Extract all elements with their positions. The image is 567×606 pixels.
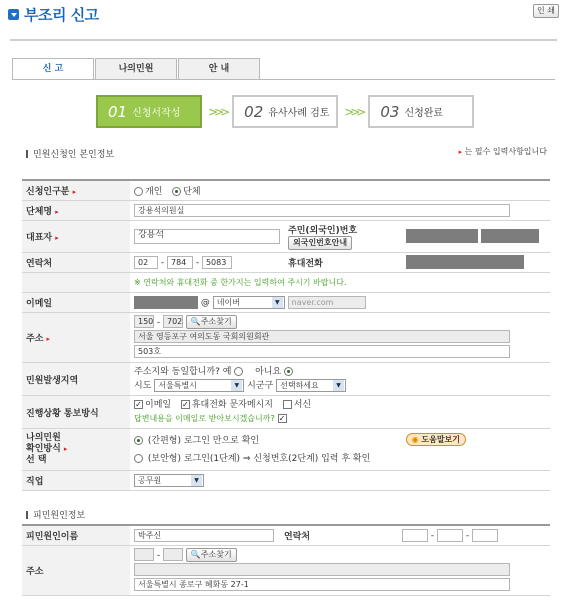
representative-input[interactable]: 강용석 xyxy=(134,229,280,244)
page-title: 부조리 신고 xyxy=(24,5,99,24)
respondent-zip-input-1[interactable] xyxy=(134,548,154,561)
confirm-secure-label: (보안형) 로그인(1단계) ⇒ 신청번호(2단계) 입력 후 확인 xyxy=(147,453,371,464)
phone-input-1[interactable]: 02 xyxy=(134,256,158,269)
step-3-number: 03 xyxy=(380,102,400,121)
representative-label: 대표자 ▸ xyxy=(22,220,130,252)
reply-email-checkbox[interactable]: ✓ xyxy=(278,414,286,423)
address-search-button[interactable] xyxy=(186,315,237,329)
radio-group-label: 단체 xyxy=(183,186,201,197)
group-name-label: 단체명 ▸ xyxy=(22,200,130,220)
resident-id-input-1[interactable] xyxy=(406,229,478,243)
applicant-form: 신청인구분 ▸ 개인 단체 단체명 ▸ 강용석의원실 대표자 ▸ 강용석 주민(외국인)번호 외국인번호안내 연락처 02 - 784 - 5083 휴대전화 ※ 연락처와 휴대전화 중 한가지는 입력하여 주시기 바랍니다. 이메일 @ 네이버 ▼ naver.com 주소 ▸ 150 - 702 🔍주소찾기 서울 영등포구 여의도동 국회의원회관 503호 민원발생지역 주소지와 동일합니까? 예 아니요 시도 서울특별시 ▼ 시군구 선택하세요 ▼ 진행상황 통보방식 ✓ 이메일 ✓ 휴대전화 문자메시지 서신 답변내용을 이메일로 받아보시겠습니까? ✓ 나의민원 확인방식 ▸ 선 택 (간편형) 로그인 만으로 확인 ◉ 도움말보기 (보안형) 로그인(1단계) ⇒ 신청번호(2단계) 입력 후 확인 직업 공무원 ▼ xyxy=(22,179,550,491)
phone-label: 연락처 xyxy=(22,252,130,272)
email-domain-input[interactable]: naver.com xyxy=(288,296,366,309)
print-button[interactable]: 인 쇄 xyxy=(533,4,559,18)
section-bar-icon xyxy=(26,511,28,519)
required-mark-icon: ▸ xyxy=(458,148,463,156)
region-no-label: 아니요 xyxy=(255,367,282,377)
email-domain-select[interactable]: 네이버 ▼ xyxy=(213,296,285,309)
respondent-phone-input-1[interactable] xyxy=(402,529,428,542)
respondent-section-label: 피민원인정보 xyxy=(33,511,86,521)
tab-report[interactable]: 신 고 xyxy=(12,58,94,80)
phone-input-3[interactable]: 5083 xyxy=(202,256,232,269)
group-name-input[interactable]: 강용석의원실 xyxy=(134,204,510,217)
step-arrow-icon: >>> xyxy=(208,104,227,119)
notify-letter-label: 서신 xyxy=(293,400,312,410)
required-note-text: 는 필수 입력사항입니다 xyxy=(464,147,547,156)
address-search-label: 주소찾기 xyxy=(200,316,232,326)
respondent-address-search-label: 주소찾기 xyxy=(200,549,232,559)
region-question: 주소지와 동일합니까? 예 xyxy=(134,367,232,377)
resident-id-input-2[interactable] xyxy=(481,229,539,243)
step-indicator xyxy=(96,95,474,128)
respondent-form: 피민원인이름 박주신 연락처 - - 주소 - 🔍주소찾기 서울특별시 종로구 혜화동 27-1 xyxy=(22,524,550,596)
page-header xyxy=(8,4,99,24)
step-2 xyxy=(232,95,338,128)
respondent-address-line-1[interactable] xyxy=(134,563,510,576)
search-icon: 🔍 xyxy=(190,549,201,559)
tab-my-complaints[interactable]: 나의민원 xyxy=(95,58,177,79)
mobile-label: 휴대전화 xyxy=(284,252,402,272)
title-arrow-icon xyxy=(8,9,19,20)
confirm-method-label: 나의민원 확인방식 ▸ 선 택 xyxy=(22,429,130,471)
respondent-name-input[interactable]: 박주신 xyxy=(134,529,274,542)
step-3 xyxy=(368,95,474,128)
step-1 xyxy=(96,95,202,128)
contact-note: ※ 연락처와 휴대전화 중 한가지는 입력하여 주시기 바랍니다. xyxy=(130,272,550,292)
address-label: 주소 ▸ xyxy=(22,312,130,363)
respondent-name-label: 피민원인이름 xyxy=(22,525,130,545)
resident-id-label: 주민(외국인)번호 외국인번호안내 xyxy=(284,220,402,252)
zip-input-1[interactable]: 150 xyxy=(134,315,154,328)
respondent-phone-label: 연락처 xyxy=(280,525,398,545)
region-label: 민원발생지역 xyxy=(22,363,130,396)
notify-letter-checkbox[interactable] xyxy=(283,400,292,409)
section-bar-icon xyxy=(26,150,28,158)
job-select[interactable]: 공무원 ▼ xyxy=(134,474,204,487)
applicant-type-cell xyxy=(130,180,550,200)
sido-select[interactable]: 서울특별시 ▼ xyxy=(154,379,244,392)
respondent-address-search-button[interactable] xyxy=(186,548,237,562)
radio-individual[interactable] xyxy=(134,187,143,196)
address-line-1[interactable]: 서울 영등포구 여의도동 국회의원회관 xyxy=(134,330,510,343)
zip-input-2[interactable]: 702 xyxy=(163,315,183,328)
applicant-section-title xyxy=(26,147,114,160)
email-at-sign: @ xyxy=(200,297,210,308)
respondent-section-title xyxy=(26,508,85,521)
radio-group[interactable] xyxy=(172,187,181,196)
radio-confirm-simple[interactable] xyxy=(134,436,143,445)
help-icon: ◉ xyxy=(411,435,419,444)
tab-bar xyxy=(12,58,261,80)
address-line-2[interactable]: 503호 xyxy=(134,345,510,358)
applicant-type-label: 신청인구분 ▸ xyxy=(22,180,130,200)
email-label: 이메일 xyxy=(22,292,130,312)
radio-region-no[interactable] xyxy=(284,367,293,376)
search-icon: 🔍 xyxy=(190,316,201,326)
notify-label: 진행상황 통보방식 xyxy=(22,396,130,429)
step-1-label: 신청서작성 xyxy=(132,108,181,119)
notify-email-label: 이메일 xyxy=(145,400,172,410)
notify-sms-checkbox[interactable]: ✓ xyxy=(181,400,189,409)
radio-confirm-secure[interactable] xyxy=(134,454,143,463)
reply-email-question: 답변내용을 이메일로 받아보시겠습니까? xyxy=(134,414,275,423)
respondent-phone-input-3[interactable] xyxy=(472,529,498,542)
step-1-number: 01 xyxy=(108,102,128,121)
help-button-label: 도움말보기 xyxy=(421,435,460,444)
sigungu-select[interactable]: 선택하세요 ▼ xyxy=(276,379,346,392)
respondent-phone-input-2[interactable] xyxy=(437,529,463,542)
respondent-address-line-2[interactable]: 서울특별시 종로구 혜화동 27-1 xyxy=(134,578,510,591)
email-id-input[interactable] xyxy=(134,296,198,309)
respondent-zip-input-2[interactable] xyxy=(163,548,183,561)
applicant-section-label: 민원신청인 본인정보 xyxy=(33,150,115,160)
foreigner-number-button[interactable]: 외국인번호안내 xyxy=(288,236,352,250)
help-button[interactable] xyxy=(406,433,466,446)
mobile-input[interactable] xyxy=(406,255,524,269)
sido-label: 시도 xyxy=(134,381,152,391)
tab-divider xyxy=(12,79,555,80)
contact-note-spacer xyxy=(22,272,130,292)
phone-input-2[interactable]: 784 xyxy=(167,256,193,269)
tab-guide[interactable]: 안 내 xyxy=(178,58,260,79)
notify-sms-label: 휴대전화 문자메시지 xyxy=(191,400,273,410)
radio-region-yes[interactable] xyxy=(234,367,243,376)
step-arrow-icon: >>> xyxy=(344,104,363,119)
job-label: 직업 xyxy=(22,471,130,491)
step-2-number: 02 xyxy=(244,102,264,121)
required-note xyxy=(459,146,547,157)
respondent-address-label: 주소 xyxy=(22,545,130,596)
confirm-simple-label: (간편형) 로그인 만으로 확인 xyxy=(147,435,260,446)
sigungu-label: 시군구 xyxy=(247,381,274,391)
notify-email-checkbox[interactable]: ✓ xyxy=(135,400,142,409)
step-2-label: 유사사례 검토 xyxy=(268,108,330,119)
step-3-label: 신청완료 xyxy=(404,108,444,119)
radio-individual-label: 개인 xyxy=(145,186,163,197)
header-divider xyxy=(10,39,557,41)
